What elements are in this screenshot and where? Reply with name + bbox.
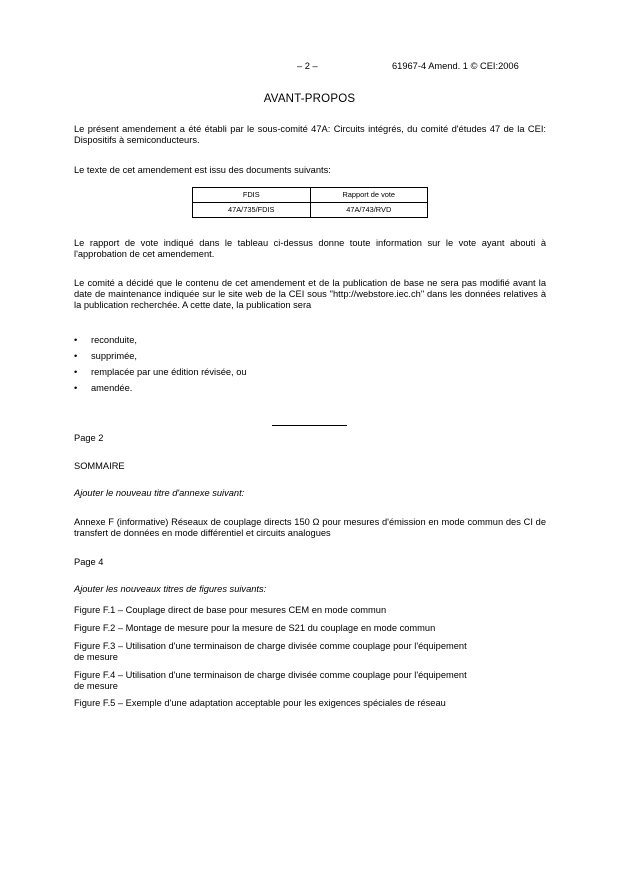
table-cell: 47A/743/RVD xyxy=(310,203,428,218)
annex-title: Annexe F (informative) Réseaux de couplage directs 150 Ω pour mesures d'émission en mode commun des CI de transfert de données en mode différentiel et circuits analogues xyxy=(74,517,546,538)
page-title: AVANT-PROPOS xyxy=(263,93,356,105)
figure-title: Figure F.2 – Montage de mesure pour la mesure de S21 du couplage en mode commun xyxy=(74,623,436,633)
intro-paragraph: Le présent amendement a été établi par le sous-comité 47A: Circuits intégrés, du comité d'études 47 de la CEI: Dispositifs à semiconducteurs. xyxy=(74,124,546,145)
vote-report-paragraph: Le rapport de vote indiqué dans le tableau ci-dessus donne toute information sur le vote ayant abouti à l'approbation de cet amendement. xyxy=(74,238,546,259)
bullet-icon: • xyxy=(74,383,78,393)
vote-table xyxy=(192,187,428,218)
publication-status-list xyxy=(74,335,247,399)
table-header-cell: FDIS xyxy=(193,188,311,203)
standard-reference: 61967-4 Amend. 1 © CEI:2006 xyxy=(392,61,519,71)
sommaire-label: SOMMAIRE xyxy=(74,461,125,471)
page-2-label: Page 2 xyxy=(74,433,104,443)
annex-instruction: Ajouter le nouveau titre d'annexe suivant: xyxy=(74,488,245,498)
maintenance-paragraph: Le comité a décidé que le contenu de cet amendement et de la publication de base ne sera pas modifié avant la date de maintenance indiquée sur le site web de la CEI sous "http://webstore.iec.ch" dans les données relatives à la publication recherchée. A cette date, la publication sera xyxy=(74,278,546,310)
figure-title: Figure F.3 – Utilisation d'une terminaison de charge divisée comme couplage pour l'équipement de mesure xyxy=(74,641,467,662)
figure-title: Figure F.4 – Utilisation d'une terminaison de charge divisée comme couplage pour l'équipement de mesure xyxy=(74,670,467,691)
figures-instruction: Ajouter les nouveaux titres de figures suivants: xyxy=(74,584,267,594)
bullet-icon: • xyxy=(74,367,78,377)
table-header-cell: Rapport de vote xyxy=(310,188,428,203)
bullet-icon: • xyxy=(74,351,78,361)
figure-title: Figure F.1 – Couplage direct de base pour mesures CEM en mode commun xyxy=(74,605,387,615)
page-4-label: Page 4 xyxy=(74,557,104,567)
separator-line xyxy=(272,425,347,426)
list-item: • reconduite, xyxy=(74,335,137,345)
documents-intro: Le texte de cet amendement est issu des documents suivants: xyxy=(74,165,331,175)
list-item: • supprimée, xyxy=(74,351,137,361)
figure-title: Figure F.5 – Exemple d'une adaptation acceptable pour les exigences spéciales de réseau xyxy=(74,698,446,708)
list-item: • amendée. xyxy=(74,383,133,393)
table-header-row xyxy=(193,188,428,203)
page-number: – 2 – xyxy=(297,61,318,71)
table-row xyxy=(193,203,428,218)
bullet-icon: • xyxy=(74,335,78,345)
list-item: • remplacée par une édition révisée, ou xyxy=(74,367,247,377)
table-cell: 47A/735/FDIS xyxy=(193,203,311,218)
